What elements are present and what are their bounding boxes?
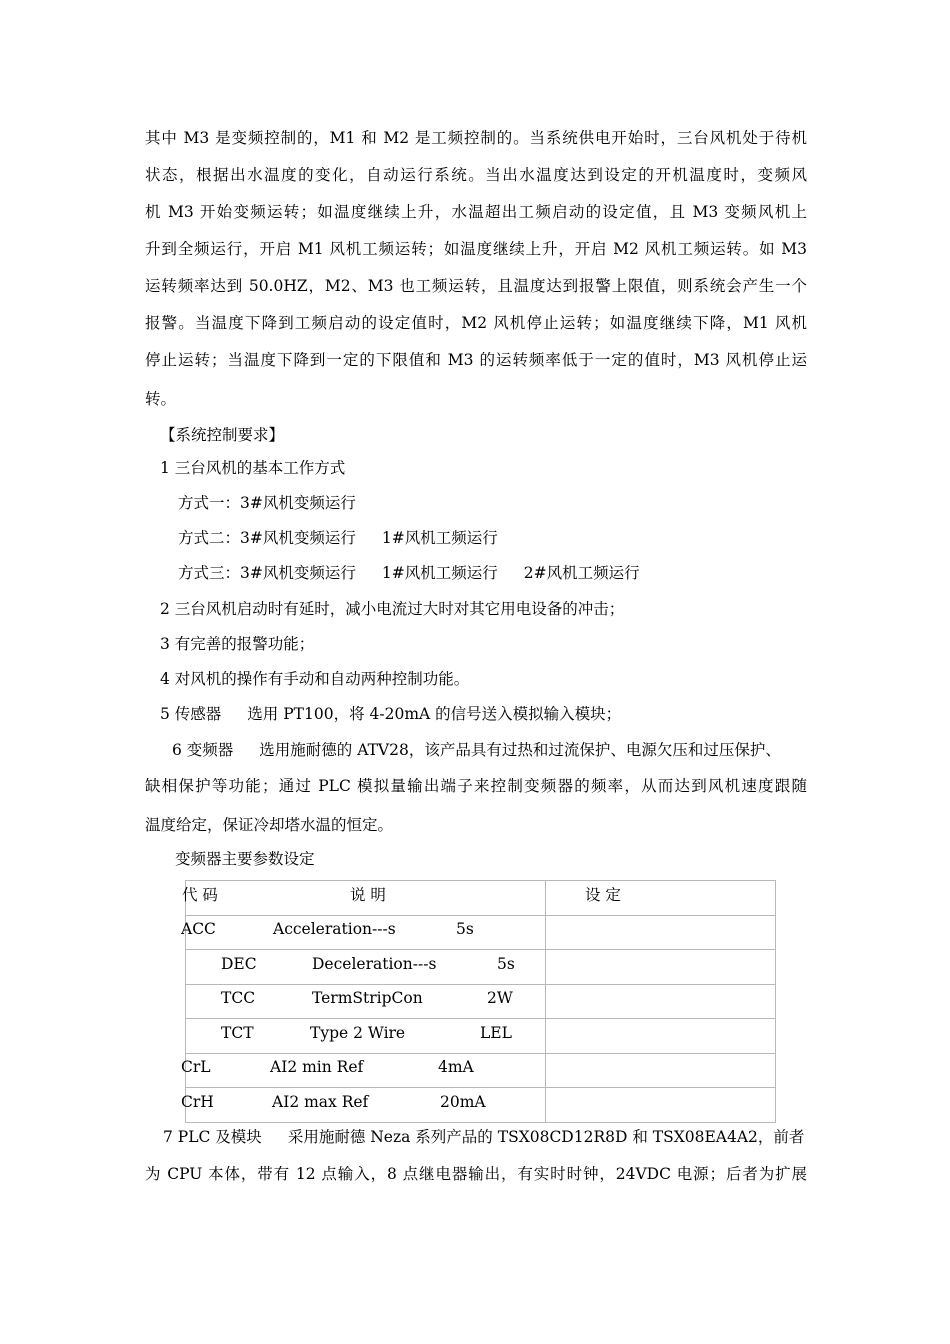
mode-part: 3#风机变频运行 — [240, 529, 356, 547]
requirement-6-title: 6 变频器 — [172, 741, 234, 759]
paragraph-line: 转。 — [145, 390, 177, 408]
table-border — [185, 1053, 776, 1054]
mode-part: 1#风机工频运行 — [381, 529, 498, 547]
requirement-7-text: 采用施耐德 Neza 系列产品的 TSX08CD12R8D 和 TSX08EA4A2，前者 — [287, 1128, 805, 1146]
table-cell-description: Type 2 Wire — [310, 1024, 406, 1042]
requirement-7-line: 为 CPU 本体，带有 12 点输入，8 点继电器输出，有实时时钟，24VDC 电源；后者为扩展 — [145, 1165, 807, 1183]
mode-part: 3#风机变频运行 — [240, 564, 356, 582]
table-cell-code: ACC — [181, 920, 216, 938]
paragraph-line: 机 M3 开始变频运转；如温度继续上升，水温超出工频启动的设定值，且 M3 变频风机上 — [145, 203, 807, 221]
table-border — [185, 949, 776, 950]
table-cell-setting: 5s — [497, 955, 515, 973]
requirement-3: 3 有完善的报警功能； — [160, 635, 315, 653]
table-border — [545, 880, 546, 1123]
table-cell-code: DEC — [221, 955, 257, 973]
table-header-setting: 设 定 — [585, 886, 621, 904]
requirement-2: 2 三台风机启动时有延时，减小电流过大时对其它用电设备的冲击； — [160, 600, 625, 618]
mode-part: 1#风机工频运行 — [381, 564, 498, 582]
requirement-1: 1 三台风机的基本工作方式 — [160, 459, 346, 477]
table-cell-setting: 2W — [487, 989, 513, 1007]
table-header-code: 代 码 — [182, 886, 218, 904]
paragraph-line: 运转频率达到 50.0HZ，M2、M3 也工频运转，且温度达到报警上限值，则系统会产生一个 — [145, 277, 807, 295]
table-border — [185, 1087, 776, 1088]
mode-part: 3#风机变频运行 — [240, 494, 356, 512]
mode-label: 方式三： — [178, 564, 241, 582]
table-cell-code: CrL — [181, 1058, 211, 1076]
requirement-5 — [160, 704, 621, 724]
table-border — [185, 1018, 776, 1019]
requirement-6-line: 温度给定，保证冷却塔水温的恒定。 — [145, 816, 394, 834]
table-border — [185, 1122, 776, 1123]
table-cell-code: TCT — [221, 1024, 254, 1042]
table-border — [185, 915, 776, 916]
requirement-6-line: 缺相保护等功能；通过 PLC 模拟量输出端子来控制变频器的频率，从而达到风机速度跟随 — [145, 777, 807, 795]
table-cell-setting: 5s — [456, 920, 474, 938]
table-border — [185, 880, 186, 1123]
mode-part: 2#风机工频运行 — [523, 564, 640, 582]
section-title: 【系统控制要求】 — [160, 426, 285, 444]
mode-3 — [178, 563, 640, 583]
mode-label: 方式二： — [178, 529, 241, 547]
paragraph-line: 升到全频运行，开启 M1 风机工频运转；如温度继续上升，开启 M2 风机工频运转。如 M3 — [145, 240, 807, 258]
table-cell-description: Acceleration---s — [273, 920, 396, 938]
requirement-6-first — [172, 740, 781, 760]
table-cell-description: Deceleration---s — [312, 955, 437, 973]
table-cell-code: TCC — [221, 989, 256, 1007]
requirement-6-text: 选用施耐德的 ATV28，该产品具有过热和过流保护、电源欠压和过压保护、 — [259, 741, 781, 759]
table-cell-setting: 20mA — [440, 1093, 486, 1111]
paragraph-line: 报警。当温度下降到工频启动的设定值时，M2 风机停止运转；如温度继续下降，M1 风机 — [145, 314, 807, 332]
paragraph-line: 停止运转；当温度下降到一定的下限值和 M3 的运转频率低于一定的值时，M3 风机停止运 — [145, 351, 807, 369]
requirement-5-title: 5 传感器 — [160, 705, 222, 723]
requirement-7-first — [163, 1127, 804, 1147]
table-border — [185, 984, 776, 985]
requirement-5-text: 选用 PT100，将 4-20mA 的信号送入模拟输入模块； — [247, 705, 622, 723]
paragraph-line: 状态，根据出水温度的变化，自动运行系统。当出水温度达到设定的开机温度时，变频风 — [145, 166, 807, 184]
table-border — [775, 880, 776, 1123]
table-cell-description: AI2 max Ref — [272, 1093, 369, 1111]
mode-2 — [178, 528, 498, 548]
table-border — [185, 880, 776, 881]
table-cell-setting: 4mA — [438, 1058, 474, 1076]
table-header-description: 说 明 — [350, 886, 386, 904]
requirement-4: 4 对风机的操作有手动和自动两种控制功能。 — [160, 670, 470, 688]
table-cell-description: TermStripCon — [312, 989, 423, 1007]
table-caption: 变频器主要参数设定 — [175, 850, 315, 868]
requirement-7-title: 7 PLC 及模块 — [163, 1128, 262, 1146]
table-cell-description: AI2 min Ref — [270, 1058, 364, 1076]
table-cell-setting: LEL — [480, 1024, 512, 1042]
table-cell-code: CrH — [181, 1093, 214, 1111]
mode-1 — [178, 493, 356, 513]
mode-label: 方式一： — [178, 494, 241, 512]
paragraph-line: 其中 M3 是变频控制的，M1 和 M2 是工频控制的。当系统供电开始时，三台风机处于待机 — [145, 129, 807, 147]
